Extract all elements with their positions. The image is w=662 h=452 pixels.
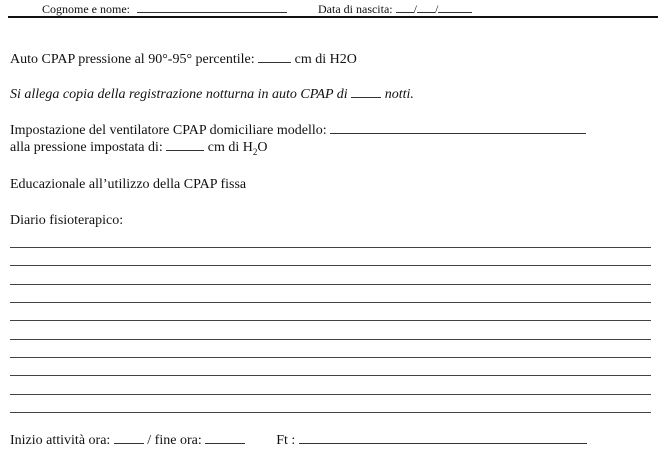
diary-label: Diario fisioterapico:: [10, 213, 124, 228]
birth-year-blank[interactable]: [438, 1, 472, 13]
cpap-pressure-blank[interactable]: [166, 139, 204, 151]
patient-name-field: [42, 1, 287, 17]
diary-line[interactable]: [10, 412, 651, 413]
activity-time-line: [10, 432, 587, 449]
recording-suffix: notti.: [384, 87, 414, 102]
ft-blank[interactable]: [299, 432, 587, 444]
education-line: Educazionale all’utilizzo della CPAP fissa: [10, 177, 247, 192]
birth-month-blank[interactable]: [417, 1, 435, 13]
cpap-pressure-label: alla pressione impostata di:: [10, 140, 163, 155]
start-time-blank[interactable]: [114, 432, 144, 444]
birth-date-separator: /: [434, 2, 439, 16]
cpap-model-line: [10, 122, 586, 139]
end-time-label: / fine ora:: [147, 433, 202, 448]
auto-cpap-pressure-line: [10, 51, 357, 68]
diary-line[interactable]: [10, 375, 651, 376]
birth-day-blank[interactable]: [396, 1, 414, 13]
cpap-model-blank[interactable]: [330, 122, 586, 134]
auto-cpap-pressure-label: Auto CPAP pressione al 90°-95° percentile:: [10, 52, 255, 67]
patient-name-blank[interactable]: [137, 1, 287, 13]
birth-date-label: Data di nascita:: [318, 2, 393, 16]
auto-cpap-pressure-blank[interactable]: [258, 51, 291, 63]
cpap-pressure-line: [10, 139, 268, 157]
diary-line[interactable]: [10, 265, 651, 266]
diary-line[interactable]: [10, 339, 651, 340]
patient-name-label: Cognome e nome:: [42, 2, 130, 16]
diary-line[interactable]: [10, 247, 651, 248]
recording-label: Si allega copia della registrazione notturna in auto CPAP di: [10, 87, 348, 102]
recording-line: [10, 86, 414, 103]
diary-line[interactable]: [10, 284, 651, 285]
end-time-blank[interactable]: [205, 432, 245, 444]
diary-line[interactable]: [10, 394, 651, 395]
start-time-label: Inizio attività ora:: [10, 433, 111, 448]
header-divider: [8, 16, 658, 18]
cpap-model-label: Impostazione del ventilatore CPAP domiciliare modello:: [10, 123, 327, 138]
diary-line[interactable]: [10, 302, 651, 303]
birth-date-field: [318, 1, 472, 17]
diary-line[interactable]: [10, 320, 651, 321]
recording-nights-blank[interactable]: [351, 86, 381, 98]
ft-label: Ft :: [276, 433, 296, 448]
birth-date-separator: /: [413, 2, 417, 16]
cpap-pressure-unit: cm di $H_2O$: [207, 140, 268, 157]
diary-line[interactable]: [10, 357, 651, 358]
auto-cpap-pressure-unit: cm di H2O: [294, 52, 357, 67]
